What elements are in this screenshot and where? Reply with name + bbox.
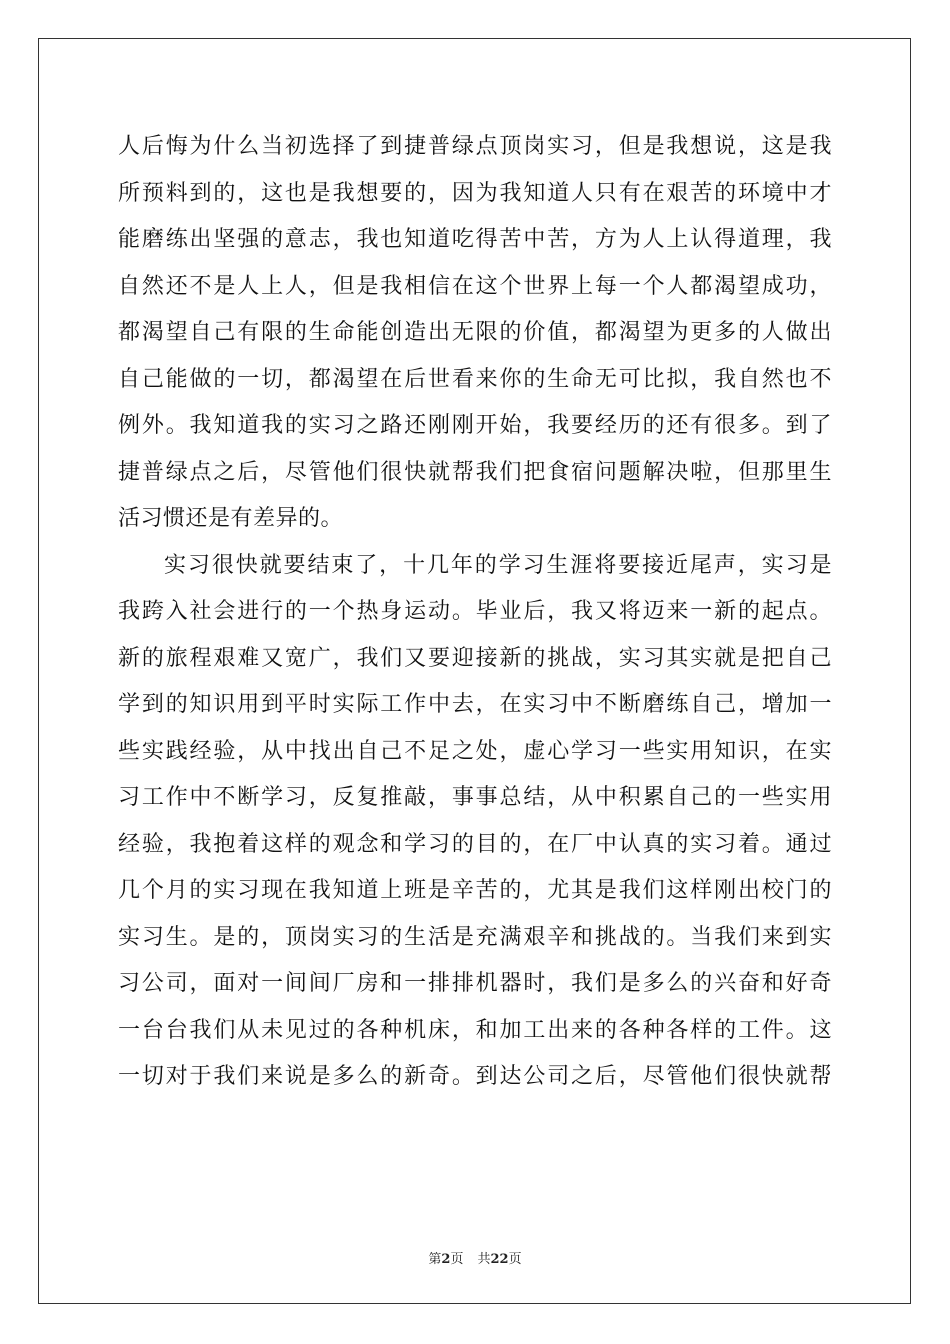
total-pages-number: 22: [490, 1252, 509, 1267]
text-line: 习公司，面对一间间厂房和一排排机器时，我们是多么的兴奋和好奇: [118, 971, 832, 996]
text-line: 新的旅程艰难又宽广，我们又要迎接新的挑战，实习其实就是把自己: [118, 645, 832, 671]
text-line: 实习很快就要结束了，十几年的学习生涯将要接近尾声，实习是: [164, 552, 832, 578]
current-page-number: 2: [441, 1252, 451, 1267]
total-label-suffix: 页: [508, 1252, 522, 1267]
text-line: 例外。我知道我的实习之路还刚刚开始，我要经历的还有很多。到了: [118, 413, 832, 438]
text-line: 实习生。是的，顶岗实习的生活是充满艰辛和挑战的。当我们来到实: [118, 924, 832, 950]
text-line: 都渴望自己有限的生命能创造出无限的价值，都渴望为更多的人做出: [118, 320, 832, 345]
page-footer: [0, 1248, 950, 1267]
page-label-prefix: 第: [428, 1252, 442, 1267]
text-line: 我跨入社会进行的一个热身运动。毕业后，我又将迈来一新的起点。: [118, 599, 832, 624]
text-line: 经验，我抱着这样的观念和学习的目的，在厂中认真的实习着。通过: [118, 831, 832, 857]
text-line: 几个月的实习现在我知道上班是辛苦的，尤其是我们这样刚出校门的: [118, 878, 832, 903]
text-line: 习工作中不断学习，反复推敲，事事总结，从中积累自己的一些实用: [118, 785, 832, 810]
text-line: 学到的知识用到平时实际工作中去，在实习中不断磨练自己，增加一: [118, 692, 832, 717]
text-line: 自然还不是人上人，但是我相信在这个世界上每一个人都渴望成功，: [118, 273, 832, 299]
total-label-prefix: 共: [477, 1252, 491, 1267]
text-line: 一台台我们从未见过的各种机床，和加工出来的各种各样的工件。这: [118, 1017, 832, 1043]
text-line: 些实践经验，从中找出自己不足之处，虚心学习一些实用知识，在实: [118, 738, 832, 764]
text-line: 自己能做的一切，都渴望在后世看来你的生命无可比拟，我自然也不: [118, 366, 832, 392]
text-line: 一切对于我们来说是多么的新奇。到达公司之后，尽管他们很快就帮: [118, 1064, 832, 1089]
page-label-suffix: 页: [450, 1252, 464, 1267]
document-body: [118, 124, 832, 1101]
text-line: 活习惯还是有差异的。: [118, 506, 344, 531]
text-line: 所预料到的，这也是我想要的，因为我知道人只有在艰苦的环境中才: [118, 180, 832, 206]
text-line: 捷普绿点之后，尽管他们很快就帮我们把食宿问题解决啦，但那里生: [118, 459, 832, 485]
text-line: 能磨练出坚强的意志，我也知道吃得苦中苦，方为人上认得道理，我: [118, 227, 832, 252]
text-line: 人后悔为什么当初选择了到捷普绿点顶岗实习，但是我想说，这是我: [118, 134, 832, 159]
